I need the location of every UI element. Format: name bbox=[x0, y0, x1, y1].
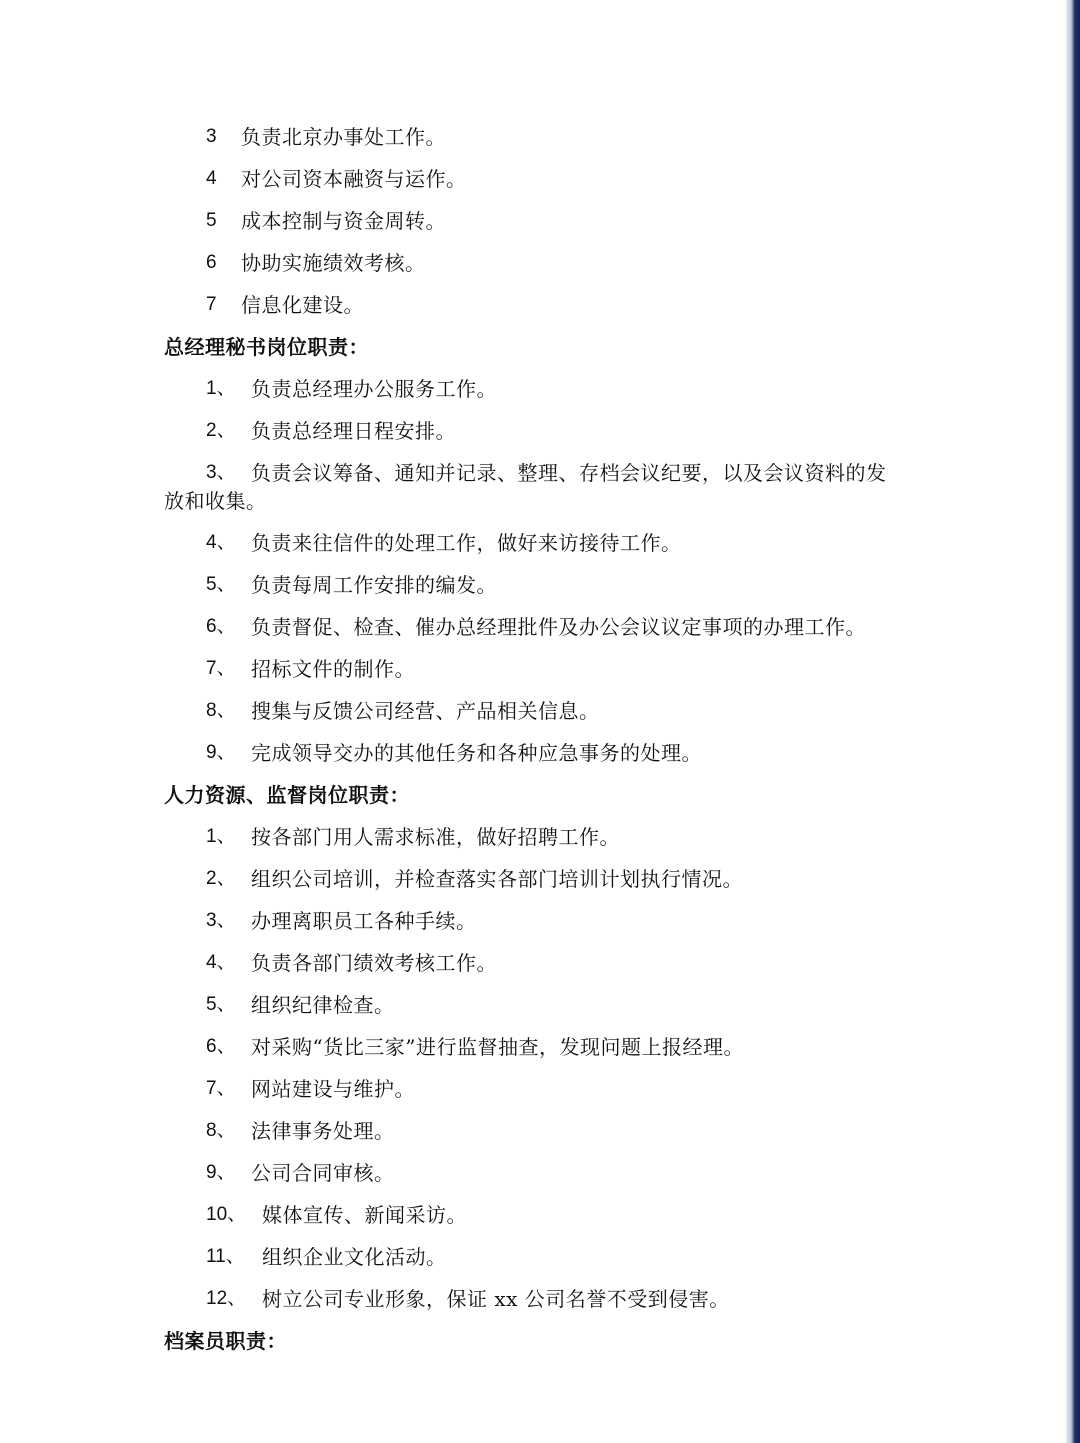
item-number: 12、 bbox=[206, 1288, 247, 1309]
item-number: 4 bbox=[206, 168, 217, 189]
item-number: 2、 bbox=[206, 420, 236, 441]
item-text: 负责每周工作安排的编发。 bbox=[251, 573, 497, 597]
item-number: 1、 bbox=[206, 826, 236, 847]
item-text: 搜集与反馈公司经营、产品相关信息。 bbox=[251, 699, 600, 723]
list-item bbox=[164, 732, 924, 774]
item-number: 3、 bbox=[206, 462, 236, 483]
item-text: 完成领导交办的其他任务和各种应急事务的处理。 bbox=[251, 741, 702, 765]
hr-duties-list bbox=[164, 816, 924, 1320]
archivist-section-heading: 档案员职责： bbox=[164, 1329, 287, 1353]
list-item bbox=[164, 410, 924, 452]
item-text: 办理离职员工各种手续。 bbox=[251, 909, 477, 933]
item-text-line-1: 负责会议筹备、通知并记录、整理、存档会议纪要，以及会议资料的发 bbox=[251, 461, 887, 485]
page-edge bbox=[1066, 0, 1080, 1443]
previous-section-list bbox=[164, 116, 924, 326]
list-item bbox=[164, 522, 924, 564]
item-text: 媒体宣传、新闻采访。 bbox=[262, 1203, 467, 1227]
item-text: 负责来往信件的处理工作，做好来访接待工作。 bbox=[251, 531, 682, 555]
item-text: 成本控制与资金周转。 bbox=[241, 209, 446, 233]
list-item bbox=[164, 1278, 924, 1320]
item-text-line-2: 放和收集。 bbox=[164, 489, 267, 513]
item-number: 2、 bbox=[206, 868, 236, 889]
list-item bbox=[164, 606, 924, 648]
item-text: 对公司资本融资与运作。 bbox=[241, 167, 467, 191]
list-item bbox=[164, 158, 924, 200]
item-number: 7、 bbox=[206, 1078, 236, 1099]
item-text: 协助实施绩效考核。 bbox=[241, 251, 426, 275]
list-item bbox=[164, 1236, 924, 1278]
item-text: 公司合同审核。 bbox=[251, 1161, 395, 1185]
hr-section-heading: 人力资源、监督岗位职责： bbox=[164, 783, 410, 807]
item-text: 对采购“货比三家”进行监督抽查，发现问题上报经理。 bbox=[251, 1035, 744, 1059]
list-item bbox=[164, 564, 924, 606]
item-text: 网站建设与维护。 bbox=[251, 1077, 415, 1101]
list-item bbox=[164, 984, 924, 1026]
list-item bbox=[164, 1026, 924, 1068]
item-text: 负责总经理办公服务工作。 bbox=[251, 377, 497, 401]
list-item bbox=[164, 816, 924, 858]
document-page bbox=[164, 116, 924, 1362]
item-number: 9、 bbox=[206, 742, 236, 763]
item-number: 6、 bbox=[206, 616, 236, 637]
item-number: 3、 bbox=[206, 910, 236, 931]
secretary-duties-list bbox=[164, 368, 924, 774]
list-item bbox=[164, 1068, 924, 1110]
item-number: 4、 bbox=[206, 952, 236, 973]
list-item bbox=[164, 1110, 924, 1152]
list-item bbox=[164, 858, 924, 900]
list-item bbox=[164, 690, 924, 732]
item-number: 8、 bbox=[206, 700, 236, 721]
item-number: 8、 bbox=[206, 1120, 236, 1141]
item-text: 负责各部门绩效考核工作。 bbox=[251, 951, 497, 975]
list-item bbox=[164, 900, 924, 942]
list-item bbox=[164, 116, 924, 158]
list-item bbox=[164, 942, 924, 984]
secretary-section-heading: 总经理秘书岗位职责： bbox=[164, 335, 369, 359]
item-number: 5、 bbox=[206, 994, 236, 1015]
item-number: 7、 bbox=[206, 658, 236, 679]
item-text: 组织企业文化活动。 bbox=[262, 1245, 447, 1269]
item-number: 3 bbox=[206, 126, 217, 147]
item-text: 按各部门用人需求标准，做好招聘工作。 bbox=[251, 825, 620, 849]
list-item bbox=[164, 368, 924, 410]
list-item bbox=[164, 452, 924, 522]
item-number: 4、 bbox=[206, 532, 236, 553]
item-number: 6 bbox=[206, 252, 217, 273]
item-text: 组织公司培训，并检查落实各部门培训计划执行情况。 bbox=[251, 867, 743, 891]
item-text: 组织纪律检查。 bbox=[251, 993, 395, 1017]
list-item bbox=[164, 1194, 924, 1236]
item-number: 6、 bbox=[206, 1036, 236, 1057]
item-text: 负责总经理日程安排。 bbox=[251, 419, 456, 443]
list-item bbox=[164, 1152, 924, 1194]
list-item bbox=[164, 648, 924, 690]
list-item bbox=[164, 200, 924, 242]
item-text: 树立公司专业形象，保证 xx 公司名誉不受到侵害。 bbox=[262, 1287, 730, 1311]
item-number: 5 bbox=[206, 210, 217, 231]
item-text: 信息化建设。 bbox=[241, 293, 364, 317]
item-text: 负责北京办事处工作。 bbox=[241, 125, 446, 149]
item-number: 9、 bbox=[206, 1162, 236, 1183]
item-text: 招标文件的制作。 bbox=[251, 657, 415, 681]
item-number: 1、 bbox=[206, 378, 236, 399]
item-number: 10、 bbox=[206, 1204, 247, 1225]
list-item bbox=[164, 284, 924, 326]
item-number: 7 bbox=[206, 294, 217, 315]
item-text: 法律事务处理。 bbox=[251, 1119, 395, 1143]
item-text: 负责督促、检查、催办总经理批件及办公会议议定事项的办理工作。 bbox=[251, 615, 866, 639]
list-item bbox=[164, 242, 924, 284]
item-number: 5、 bbox=[206, 574, 236, 595]
item-number: 11、 bbox=[206, 1246, 245, 1267]
